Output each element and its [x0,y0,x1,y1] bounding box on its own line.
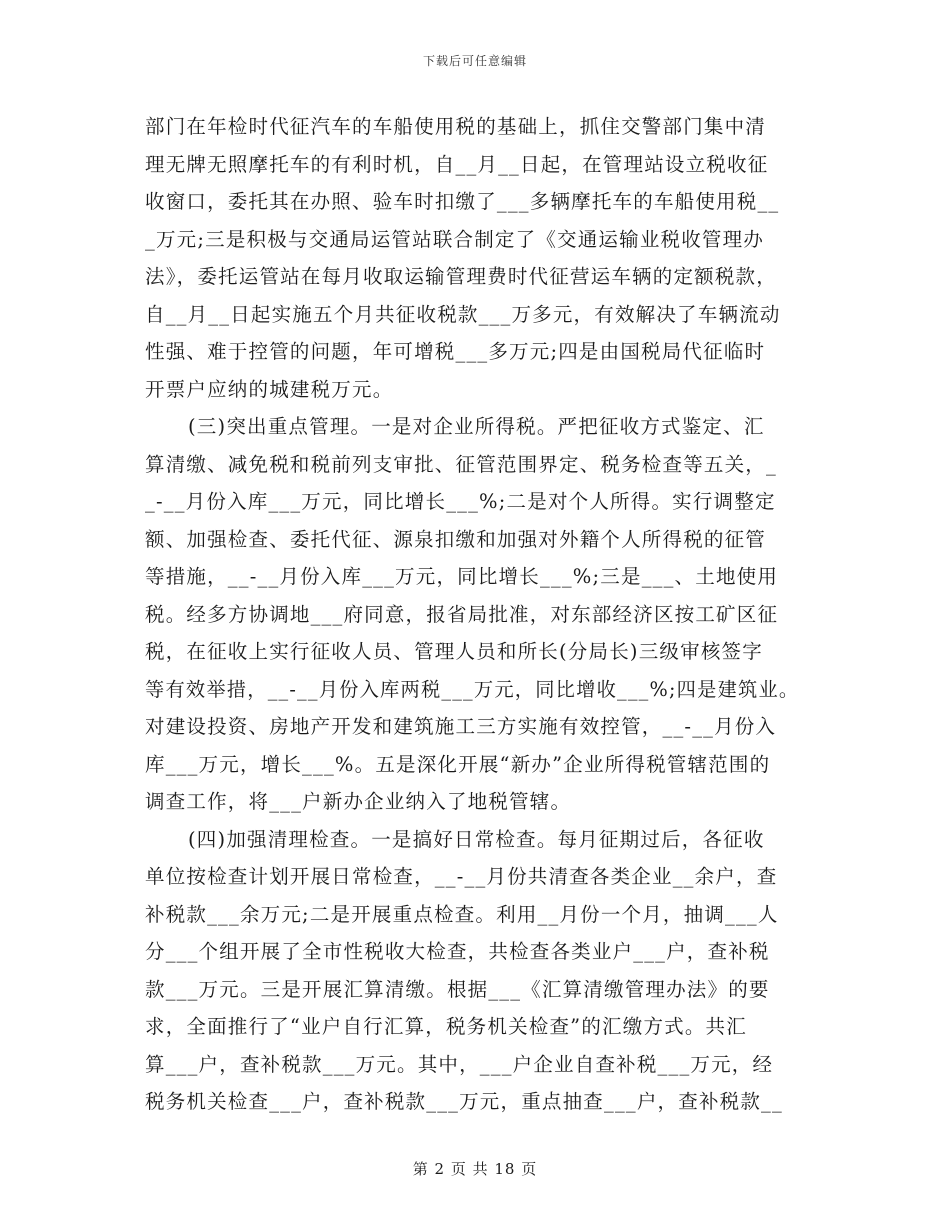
document-body [145,108,805,1121]
text-line: 税，在征收上实行征收人员、管理人员和所长(分局长)三级审核签字 [145,640,763,663]
text-line: 算___户，查补税款___万元。其中，___户企业自查补税___万元，经 [145,1052,774,1076]
text-line: 开票户应纳的城建税万元。 [145,377,394,401]
text-line: 对建设投资、房地产开发和建筑施工三方实施有效控管，__-__月份入 [145,715,777,738]
text-line: 等措施，__-__月份入库___万元，同比增长___%;三是___、土地使用 [145,565,779,588]
text-line: 分___个组开展了全市性税收大检查，共检查各类业户___户，查补税 [145,940,770,963]
text-line: _-__月份入库___万元，同比增长___%;二是对个人所得。实行调整定 [145,490,776,513]
text-line: 算清缴、减免税和税前列支审批、征管范围界定、税务检查等五关，_ [145,452,777,476]
text-line: 调查工作，将___户新办企业纳入了地税管辖。 [145,790,572,813]
text-line: 款___万元。三是开展汇算清缴。根据___《汇算清缴管理办法》的要 [145,977,770,1001]
text-line: 理无牌无照摩托车的有利时机，自__月__日起，在管理站设立税收征 [145,152,769,176]
text-line: 部门在年检时代征汽车的车船使用税的基础上，抓住交警部门集中清 [145,115,767,138]
text-line: 补税款___余万元;二是开展重点检查。利用__月份一个月，抽调___人 [145,902,779,926]
paragraph-start-line: (四)加强清理检查。一是搞好日常检查。每月征期过后，各征收 [188,827,765,851]
text-line: 自__月__日起实施五个月共征收税款___万多元，有效解决了车辆流动 [145,302,781,326]
text-line: 税。经多方协调地___府同意，报省局批准，对东部经济区按工矿区征 [145,602,779,626]
text-line: 性强、难于控管的问题，年可增税___多万元;四是由国税局代征临时 [145,340,766,363]
text-line: 收窗口，委托其在办照、验车时扣缴了___多辆摩托车的车船使用税__ [145,190,780,213]
text-line: 额、加强检查、委托代征、源泉扣缴和加强对外籍个人所得税的征管 [145,527,767,551]
text-line: 税务机关检查___户，查补税款___万元，重点抽查___户，查补税款__ [145,1090,783,1113]
text-line: 库___万元，增长___%。五是深化开展“新办”企业所得税管辖范围的 [145,752,771,776]
paragraph-start-line: (三)突出重点管理。一是对企业所得税。严把征收方式鉴定、汇 [188,415,765,438]
text-line: 求，全面推行了“业户自行汇算，税务机关检查”的汇缴方式。共汇 [145,1015,747,1038]
text-line: 单位按检查计划开展日常检查，__-__月份共清查各类企业__余户，查 [145,865,778,888]
text-line: 法》，委托运管站在每月收取运输管理费时代征营运车辆的定额税款， [145,265,777,288]
text-line: 等有效举措，__-__月份入库两税___万元，同比增收___%;四是建筑业。 [145,677,800,701]
header-note: 下载后可任意编辑 [422,54,527,68]
page-number: 第 2 页 共 18 页 [412,1160,538,1178]
text-line: _万元;三是积极与交通局运管站联合制定了《交通运输业税收管理办 [145,227,765,251]
